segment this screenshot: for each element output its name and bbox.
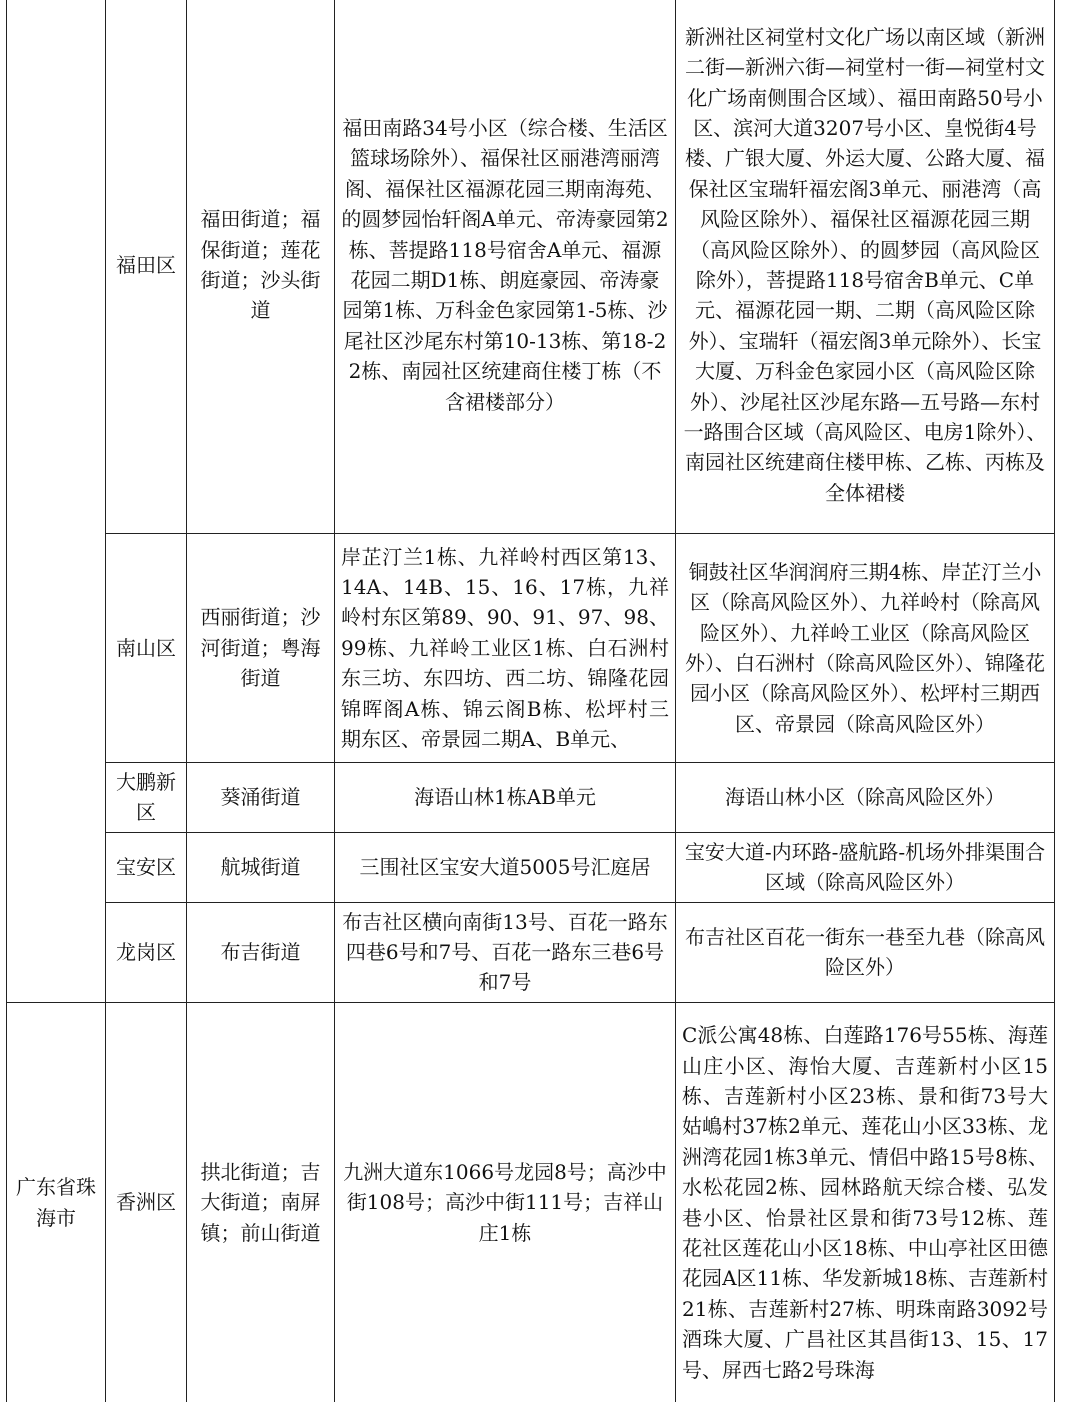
- district-cell: 福田区: [106, 0, 187, 534]
- low-risk-cell: 宝安大道-内环路-盛航路-机场外排渠围合区域（除高风险区外）: [676, 832, 1055, 902]
- province-cell: 广东省珠海市: [7, 1002, 106, 1402]
- streets-cell: 布吉街道: [187, 902, 335, 1002]
- table-row: [7, 832, 1055, 902]
- province-cell-continued: [7, 0, 106, 1002]
- mid-risk-cell: 九洲大道东1066号龙园8号；高沙中街108号；高沙中街111号；吉祥山庄1栋: [335, 1002, 676, 1402]
- mid-risk-cell: 海语山林1栋AB单元: [335, 763, 676, 833]
- district-cell: 南山区: [106, 534, 187, 763]
- low-risk-cell: 铜鼓社区华润润府三期4栋、岸芷汀兰小区（除高风险区外）、九祥岭村（除高风险区外）、九祥岭工业区（除高风险区外）、白石洲村（除高风险区外）、锦隆花园小区（除高风险区外）、松坪村三期西区、帝景园（除高风险区外）: [676, 534, 1055, 763]
- table-row: [7, 763, 1055, 833]
- table-row: [7, 0, 1055, 534]
- streets-cell: 福田街道；福保街道；莲花街道；沙头街道: [187, 0, 335, 534]
- district-cell: 香洲区: [106, 1002, 187, 1402]
- low-risk-cell: 布吉社区百花一街东一巷至九巷（除高风险区外）: [676, 902, 1055, 1002]
- table-row: [7, 1002, 1055, 1402]
- low-risk-cell: 新洲社区祠堂村文化广场以南区域（新洲二街—新洲六街—祠堂村一街—祠堂村文化广场南侧围合区域）、福田南路50号小区、滨河大道3207号小区、皇悦街4号楼、广银大厦、外运大厦、公路大厦、福保社区宝瑞轩福宏阁3单元、丽港湾（高风险区除外）、福保社区福源花园三期（高风险区除外）、的圆梦园（高风险区除外），菩提路118号宿舍B单元、C单元、福源花园一期、二期（高风险区除外）、宝瑞轩（福宏阁3单元除外）、长宝大厦、万科金色家园小区（高风险区除外）、沙尾社区沙尾东路—五号路—东村一路围合区域（高风险区、电房1除外）、南园社区统建商住楼甲栋、乙栋、丙栋及全体裙楼: [676, 0, 1055, 534]
- streets-cell: 航城街道: [187, 832, 335, 902]
- table-row: [7, 902, 1055, 1002]
- district-cell: 大鹏新区: [106, 763, 187, 833]
- streets-cell: 西丽街道；沙河街道；粤海街道: [187, 534, 335, 763]
- streets-cell: 拱北街道；吉大街道；南屏镇；前山街道: [187, 1002, 335, 1402]
- table-row: [7, 534, 1055, 763]
- mid-risk-cell: 福田南路34号小区（综合楼、生活区篮球场除外）、福保社区丽港湾丽湾阁、福保社区福源花园三期南海苑、的圆梦园怡轩阁A单元、帝涛豪园第2栋、菩提路118号宿舍A单元、福源花园二期D1栋、朗庭豪园、帝涛豪园第1栋、万科金色家园第1-5栋、沙尾社区沙尾东村第10-13栋、第18-22栋、南园社区统建商住楼丁栋（不含裙楼部分）: [335, 0, 676, 534]
- mid-risk-cell: 岸芷汀兰1栋、九祥岭村西区第13、14A、14B、15、16、17栋，九祥岭村东区第89、90、91、97、98、99栋、九祥岭工业区1栋、白石洲村东三坊、东四坊、西二坊、锦隆花园锦晖阁A栋、锦云阁B栋、松坪村三期东区、帝景园二期A、B单元、: [335, 534, 676, 763]
- low-risk-cell: 海语山林小区（除高风险区外）: [676, 763, 1055, 833]
- risk-area-table: [6, 0, 1055, 1402]
- streets-cell: 葵涌街道: [187, 763, 335, 833]
- district-cell: 宝安区: [106, 832, 187, 902]
- district-cell: 龙岗区: [106, 902, 187, 1002]
- low-risk-cell: C派公寓48栋、白莲路176号55栋、海莲山庄小区、海怡大厦、吉莲新村小区15栋、吉莲新村小区23栋、景和街73号大姑嶋村37栋2单元、莲花山小区33栋、龙洲湾花园1栋3单元、情侣中路15号8栋、水松花园2栋、园林路航天综合楼、弘发巷小区、怡景社区景和街73号12栋、莲花社区莲花山小区18栋、中山亭社区田德花园A区11栋、华发新城18栋、吉莲新村21栋、吉莲新村27栋、明珠南路3092号酒珠大厦、广昌社区其昌街13、15、17号、屏西七路2号珠海: [676, 1002, 1055, 1402]
- mid-risk-cell: 布吉社区横向南街13号、百花一路东四巷6号和7号、百花一路东三巷6号和7号: [335, 902, 676, 1002]
- mid-risk-cell: 三围社区宝安大道5005号汇庭居: [335, 832, 676, 902]
